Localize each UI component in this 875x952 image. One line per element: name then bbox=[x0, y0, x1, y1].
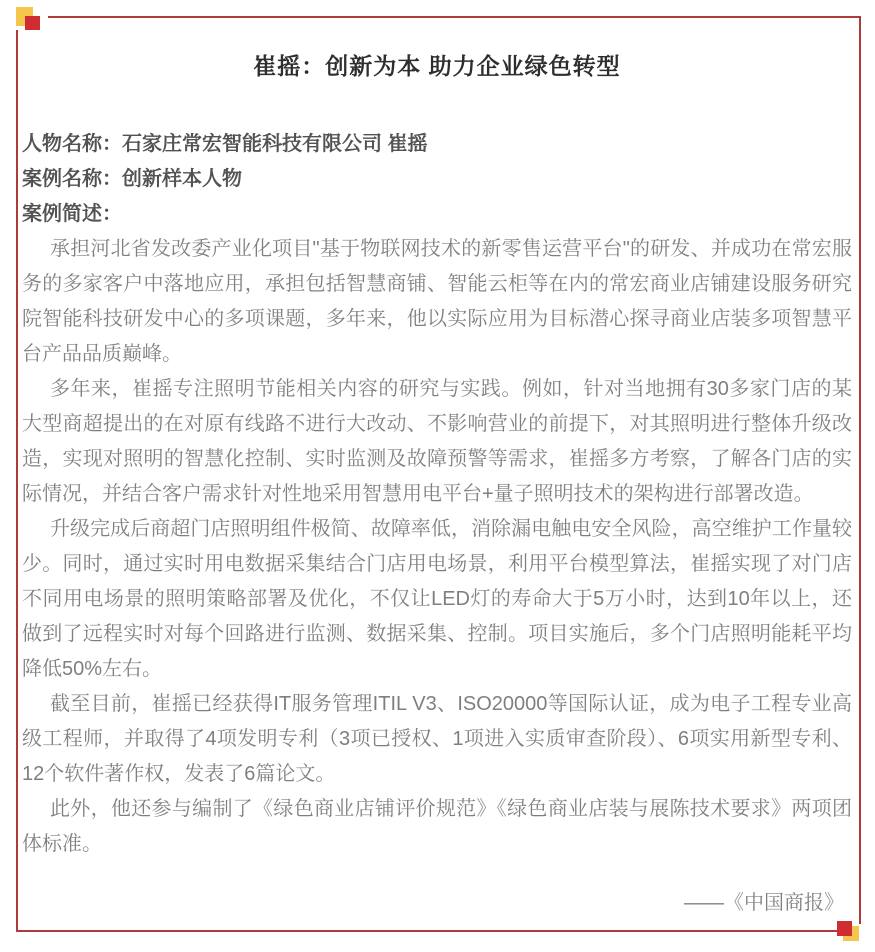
meta-line-case-name bbox=[22, 162, 852, 197]
corner-square-red-topleft-icon bbox=[25, 16, 40, 30]
meta-label-summary: 案例简述： bbox=[22, 203, 122, 225]
corner-square-red-bottomright-icon bbox=[837, 921, 852, 936]
meta-line-person-name bbox=[22, 127, 852, 162]
paragraph-2: 多年来，崔摇专注照明节能相关内容的研究与实践。例如，针对当地拥有30多家门店的某大型商超提出的在对原有线路不进行大改动、不影响营业的前提下，对其照明进行整体升级改造，实现对照明的智慧化控制、实时监测及故障预警等需求，崔摇多方考察，了解各门店的实际情况，并结合客户需求针对性地采用智慧用电平台+量子照明技术的架构进行部署改造。 bbox=[22, 378, 852, 505]
frame-line-right bbox=[859, 16, 861, 924]
paragraph-4: 截至目前，崔摇已经获得IT服务管理ITIL V3、ISO20000等国际认证，成为电子工程专业高级工程师，并取得了4项发明专利（3项已授权、1项进入实质审查阶段）、6项实用新型专利、12个软件著作权，发表了6篇论文。 bbox=[22, 693, 852, 785]
meta-label-case: 案例名称： bbox=[22, 168, 122, 190]
meta-block bbox=[22, 127, 852, 232]
meta-value-case: 创新样本人物 bbox=[122, 168, 242, 190]
meta-line-case-summary bbox=[22, 197, 852, 232]
article-body bbox=[22, 232, 852, 862]
paragraph-5: 此外，他还参与编制了《绿色商业店铺评价规范》《绿色商业店装与展陈技术要求》两项团体标准。 bbox=[22, 798, 852, 855]
paragraph-1: 承担河北省发改委产业化项目"基于物联网技术的新零售运营平台"的研发、并成功在常宏服务的多家客户中落地应用，承担包括智慧商铺、智能云柜等在内的常宏商业店铺建设服务研究院智能科技研发中心的多项课题，多年来，他以实际应用为目标潜心探寻商业店装多项智慧平台产品品质巅峰。 bbox=[22, 238, 852, 365]
source-attribution: ——《中国商报》 bbox=[684, 892, 844, 914]
article-title: 崔摇：创新为本 助力企业绿色转型 bbox=[253, 53, 621, 79]
meta-label-person: 人物名称： bbox=[22, 133, 122, 155]
frame-line-left bbox=[16, 30, 18, 932]
frame-line-bottom bbox=[16, 930, 838, 932]
article-content bbox=[22, 0, 852, 921]
paragraph-3: 升级完成后商超门店照明组件极简、故障率低，消除漏电触电安全风险，高空维护工作量较少。同时，通过实时用电数据采集结合门店用电场景，利用平台模型算法，崔摇实现了对门店不同用电场景的照明策略部署及优化，不仅让LED灯的寿命大于5万小时，达到10年以上，还做到了远程实时对每个回路进行监测、数据采集、控制。项目实施后，多个门店照明能耗平均降低50%左右。 bbox=[22, 518, 852, 680]
meta-value-person: 石家庄常宏智能科技有限公司 崔摇 bbox=[122, 133, 428, 155]
